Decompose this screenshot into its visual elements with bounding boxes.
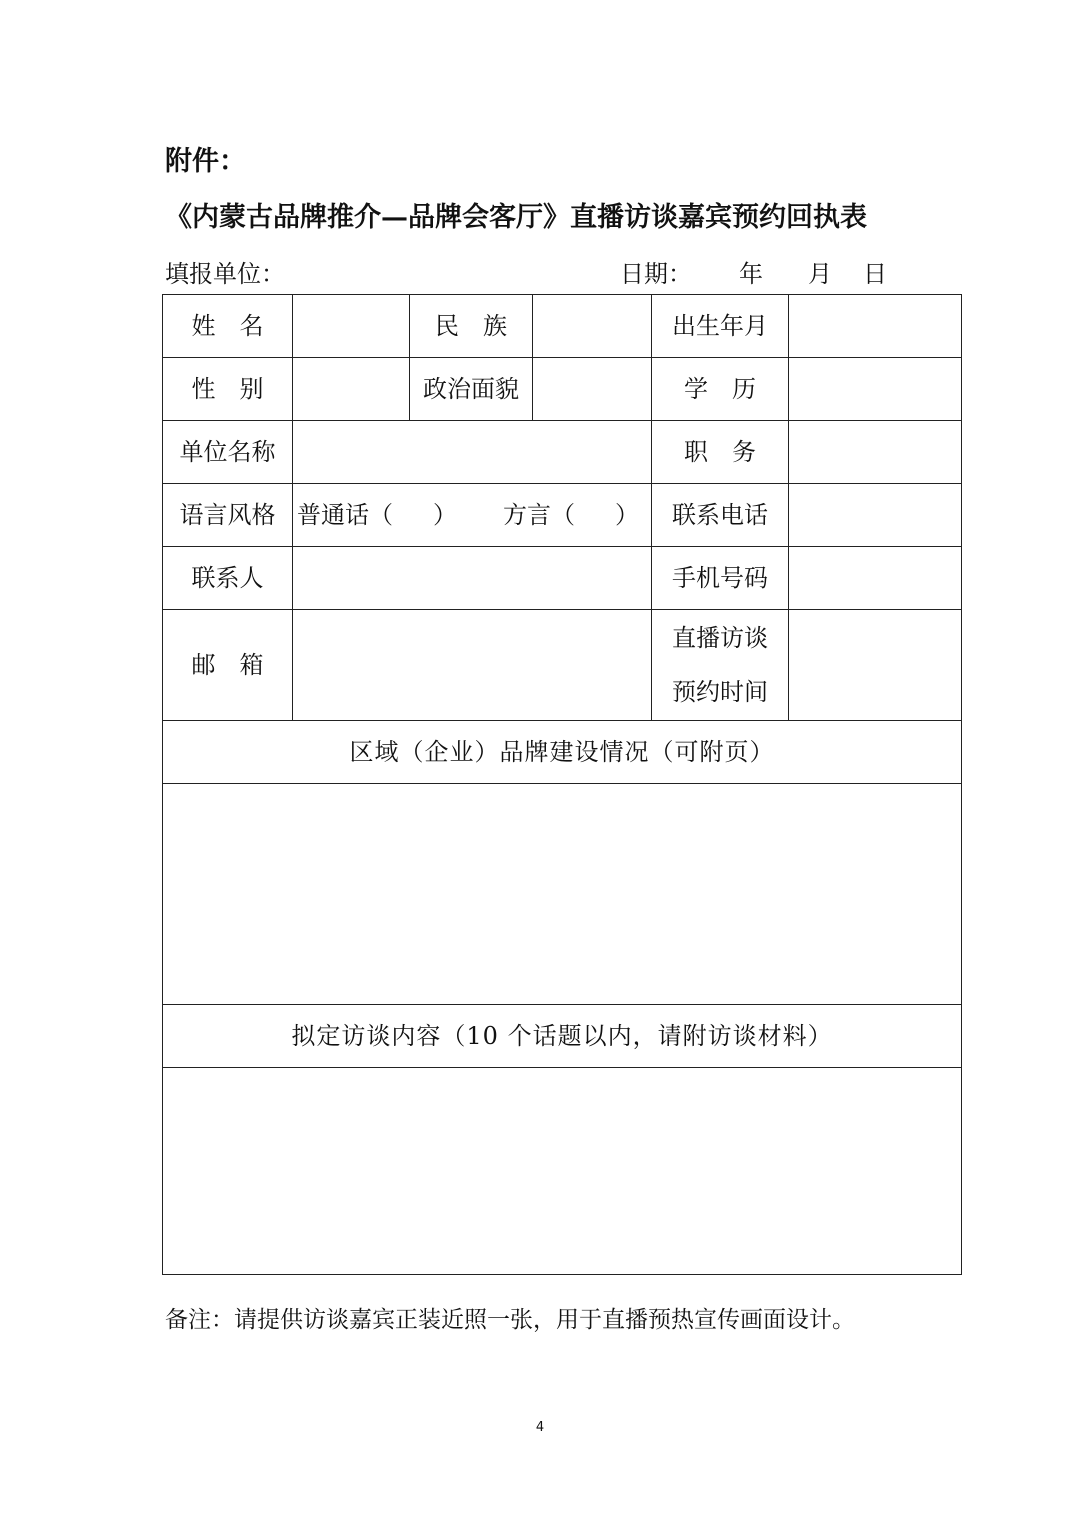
dialect-label: 方言（ (503, 501, 575, 529)
gender-label-text: 性 别 (191, 375, 264, 403)
date-day-label: 日 (863, 260, 887, 288)
email-field[interactable] (293, 610, 652, 721)
contact-label-text: 联系人 (191, 564, 264, 592)
gender-label (163, 358, 293, 421)
mandarin-close: ） (433, 501, 457, 529)
form-row-gender (163, 358, 962, 421)
ethnicity-label-text: 民 族 (435, 312, 507, 340)
org-name-label (163, 421, 293, 484)
form-row-topics-body (163, 1068, 962, 1275)
position-label (652, 421, 789, 484)
reporting-unit-label: 填报单位： (165, 260, 285, 288)
contact-field[interactable] (293, 547, 652, 610)
name-field[interactable] (293, 295, 410, 358)
brand-section-field[interactable] (163, 784, 962, 1005)
education-label-text: 学 历 (684, 375, 756, 403)
brand-section-title: 区域（企业）品牌建设情况（可附页） (349, 738, 775, 766)
form-row-contact (163, 547, 962, 610)
email-label (163, 610, 293, 721)
remark-note: 备注：请提供访谈嘉宾正装近照一张，用于直播预热宣传画面设计。 (165, 1307, 855, 1333)
mandarin-label: 普通话（ (297, 501, 393, 529)
mandarin-option[interactable] (297, 499, 457, 531)
interview-time-line1: 直播访谈 (672, 624, 768, 652)
ethnicity-label (410, 295, 533, 358)
position-field[interactable] (789, 421, 962, 484)
name-label-text: 姓 名 (191, 312, 264, 340)
email-label-text: 邮 箱 (191, 651, 264, 679)
form-meta-row (165, 254, 905, 294)
guest-registration-form (162, 294, 962, 1275)
name-label (163, 295, 293, 358)
ethnicity-field[interactable] (533, 295, 652, 358)
interview-time-label (652, 610, 789, 721)
document-title: 《内蒙古品牌推介—品牌会客厅》直播访谈嘉宾预约回执表 (165, 202, 867, 233)
date-label: 日期： (620, 260, 692, 288)
interview-time-line2: 预约时间 (672, 678, 768, 706)
org-name-field[interactable] (293, 421, 652, 484)
form-row-brand-header (163, 721, 962, 784)
political-label-text: 政治面貌 (423, 375, 519, 403)
date-year-label: 年 (739, 260, 763, 288)
birth-field[interactable] (789, 295, 962, 358)
form-row-name (163, 295, 962, 358)
phone-label-text: 联系电话 (672, 501, 768, 529)
mobile-label-text: 手机号码 (672, 564, 768, 592)
mobile-label (652, 547, 789, 610)
language-label-text: 语言风格 (179, 501, 276, 529)
phone-field[interactable] (789, 484, 962, 547)
political-label (410, 358, 533, 421)
birth-label (652, 295, 789, 358)
political-field[interactable] (533, 358, 652, 421)
dialect-option[interactable] (503, 499, 639, 531)
interview-time-field[interactable] (789, 610, 962, 721)
form-row-org (163, 421, 962, 484)
contact-label (163, 547, 293, 610)
phone-label (652, 484, 789, 547)
date-month-label: 月 (808, 260, 832, 288)
org-name-label-text: 单位名称 (179, 438, 276, 466)
page-number: 4 (535, 1420, 545, 1435)
attachment-label: 附件： (165, 146, 246, 177)
education-label (652, 358, 789, 421)
form-row-topics-header (163, 1005, 962, 1068)
form-row-language (163, 484, 962, 547)
position-label-text: 职 务 (684, 438, 756, 466)
topics-section-field[interactable] (163, 1068, 962, 1275)
birth-label-text: 出生年月 (672, 312, 768, 340)
gender-field[interactable] (293, 358, 410, 421)
dialect-close: ） (615, 501, 639, 529)
form-row-brand-body (163, 784, 962, 1005)
brand-section-header (163, 721, 962, 784)
language-label (163, 484, 293, 547)
topics-section-title: 拟定访谈内容（10 个话题以内，请附访谈材料） (291, 1022, 833, 1050)
language-options (293, 484, 652, 547)
topics-section-header (163, 1005, 962, 1068)
education-field[interactable] (789, 358, 962, 421)
form-row-email (163, 610, 962, 721)
mobile-field[interactable] (789, 547, 962, 610)
